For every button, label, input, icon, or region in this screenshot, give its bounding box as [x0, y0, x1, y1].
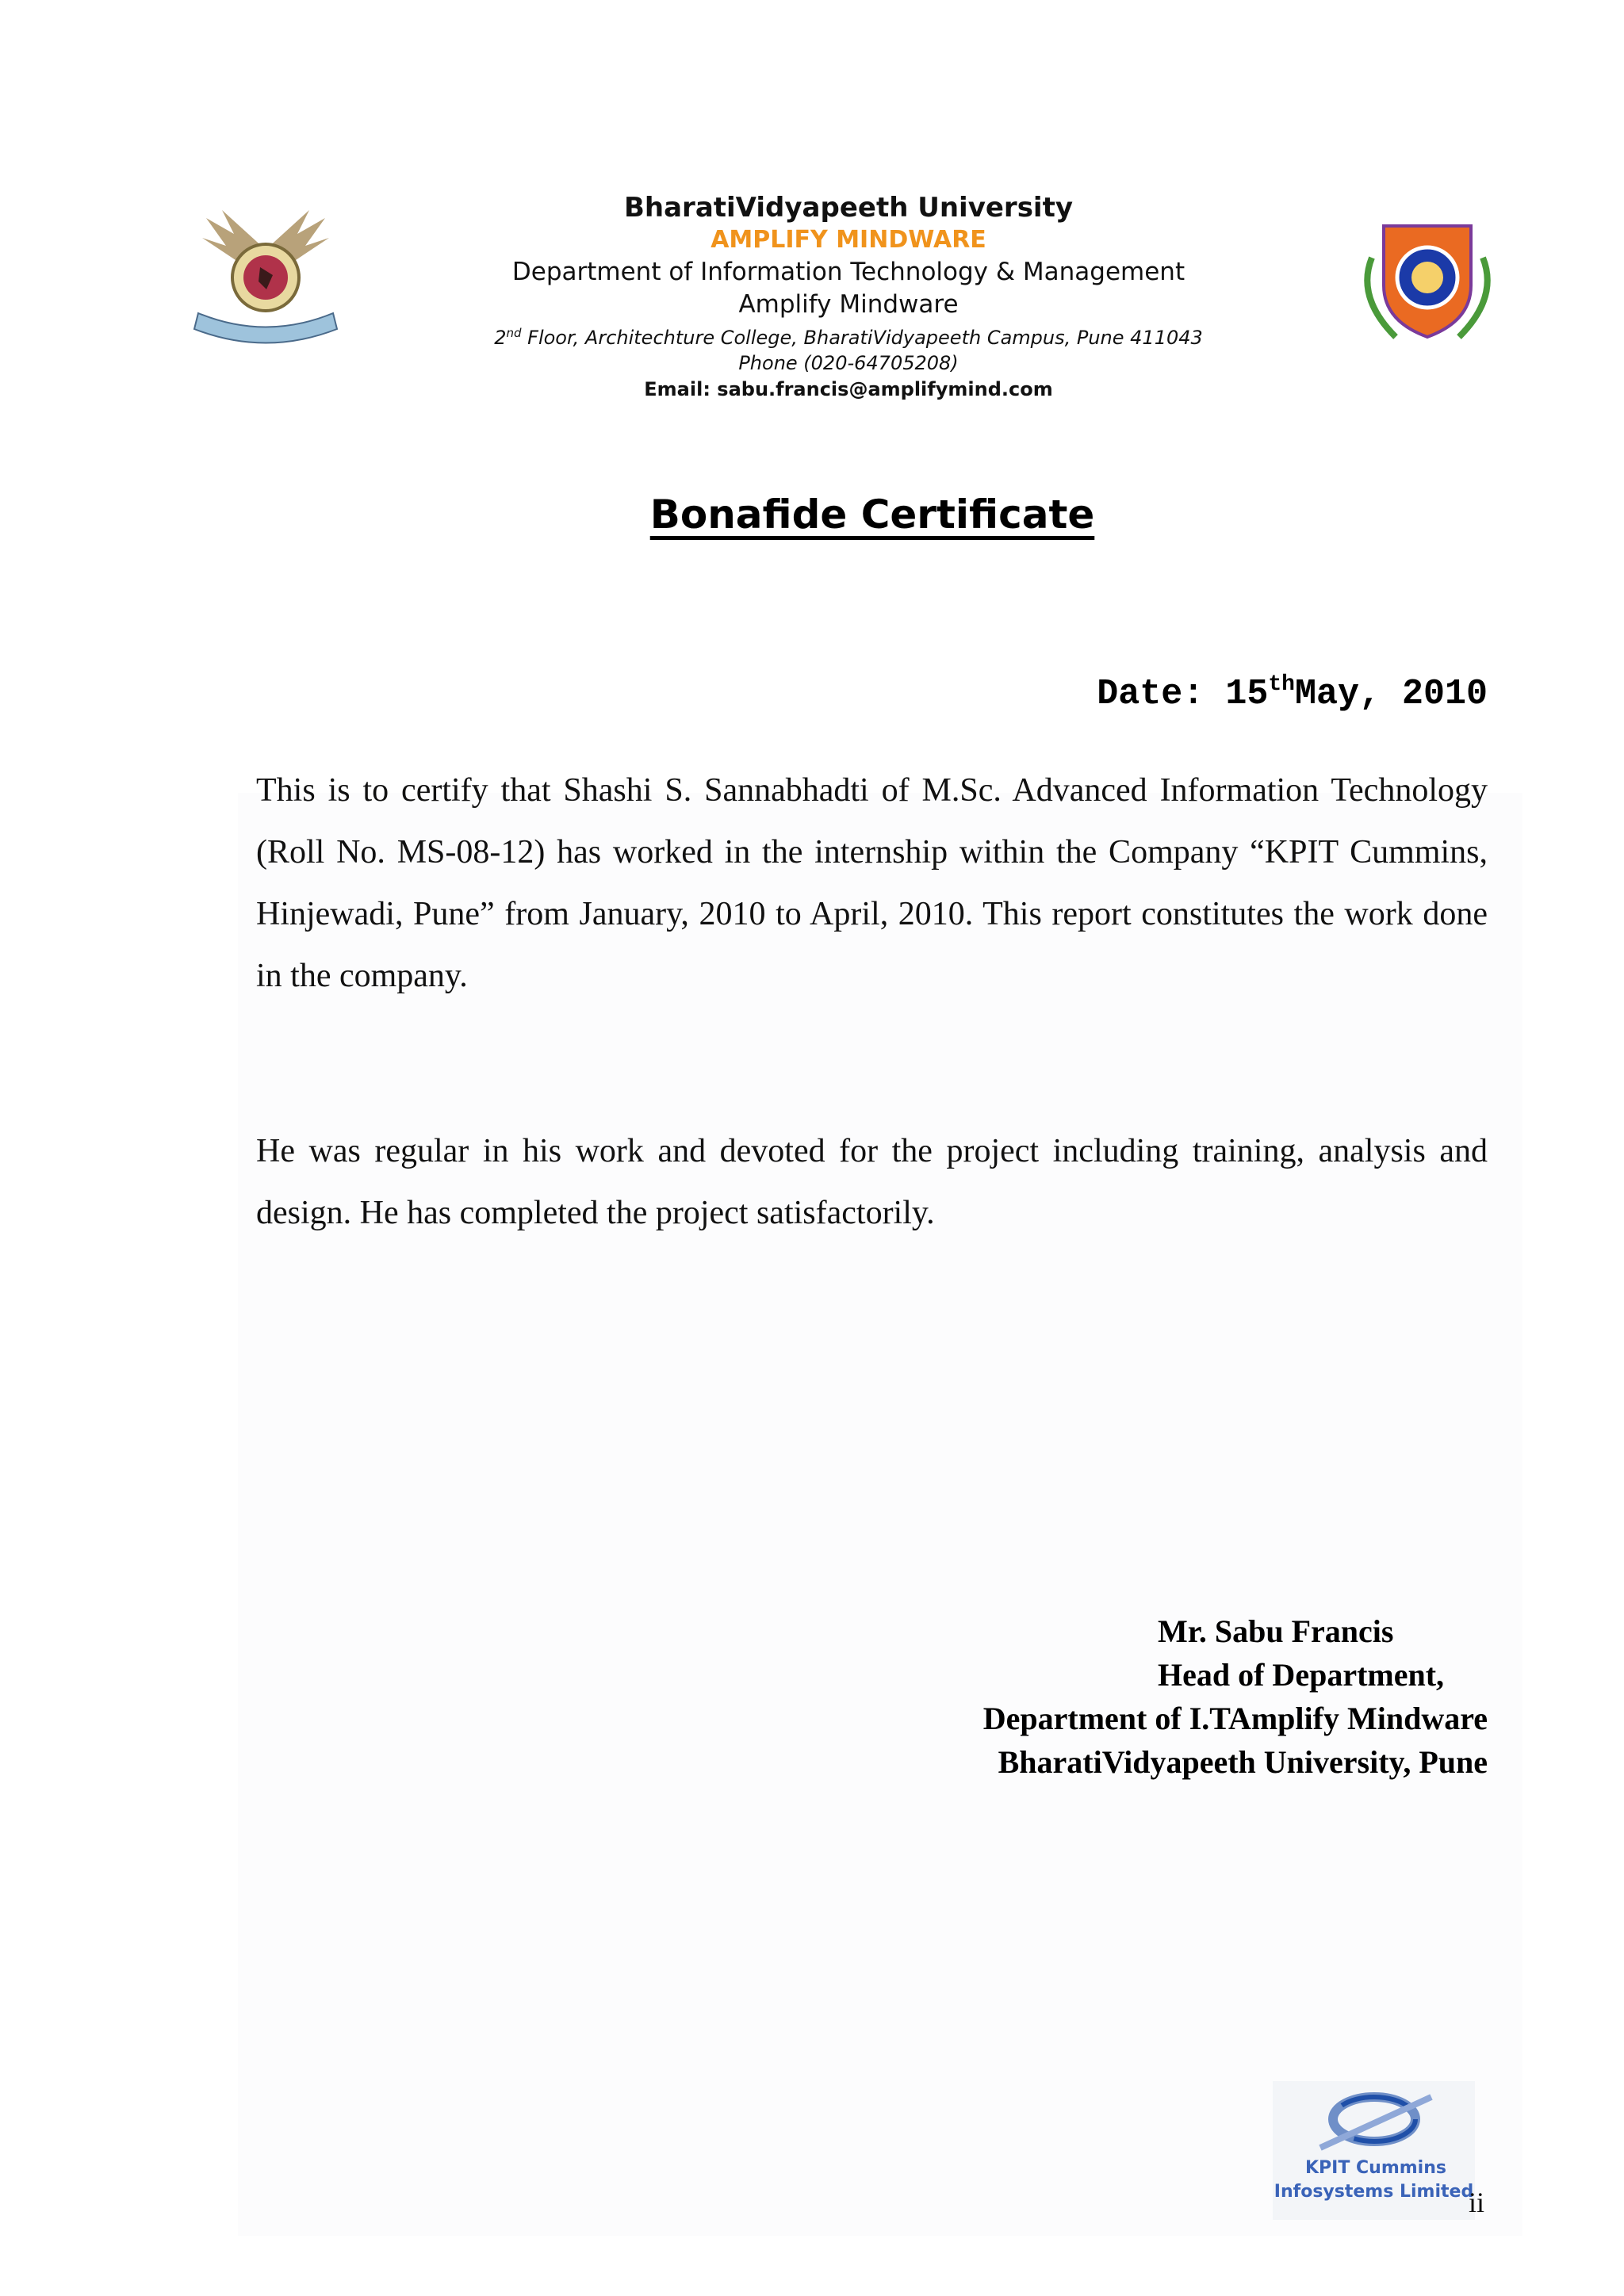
amplify-mindware-name: Amplify Mindware [738, 290, 959, 319]
date-sup: th [1268, 672, 1295, 698]
signatory-role: Head of Department, [1158, 1657, 1445, 1693]
address-sup: nd [506, 326, 522, 340]
kpit-line-1: KPIT Cummins [1305, 2158, 1446, 2178]
certificate-paragraph-2: He was regular in his work and devoted for the project including training, analysis and design. He has completed the project satisfactorily. [256, 1133, 1488, 1231]
kpit-line-2: Infosystems Limited [1274, 2182, 1474, 2202]
date-suffix: May, 2010 [1294, 674, 1488, 714]
signature-block [774, 1609, 1488, 1784]
signatory-department: Department of I.TAmplify Mindware [982, 1701, 1488, 1736]
amplify-heading: AMPLIFY MINDWARE [710, 226, 986, 254]
phone-line: Phone (020-64705208) [738, 352, 959, 374]
page-background [238, 793, 1522, 2236]
department-name: Department of Information Technology & Management [511, 258, 1185, 286]
signatory-name: Mr. Sabu Francis [1158, 1613, 1394, 1649]
signatory-university: BharatiVidyapeeth University, Pune [998, 1744, 1488, 1780]
address-lead: 2 [494, 327, 507, 349]
certificate-paragraph-1: This is to certify that Shashi S. Sannabhadti of M.Sc. Advanced Information Technology (Roll No. MS-08-12) has worked in the internship within the Company “KPIT Cummins, Hinjewadi, Pune” from January, 2010 to April, 2010. This report constitutes the work done in the company. [256, 772, 1488, 994]
page-number: ii [1469, 2187, 1485, 2218]
date-prefix: Date: 15 [1097, 674, 1269, 714]
letterhead [0, 190, 1624, 403]
email-line: Email: sabu.francis@amplifymind.com [644, 378, 1053, 400]
address-line [0, 320, 1624, 350]
certificate-title: Bonafide Certificate [649, 492, 1095, 538]
certificate-date [1097, 674, 1488, 714]
university-name: BharatiVidyapeeth University [623, 192, 1073, 224]
address-rest: Floor, Architechture College, BharatiVidyapeeth Campus, Pune 411043 [521, 327, 1203, 349]
